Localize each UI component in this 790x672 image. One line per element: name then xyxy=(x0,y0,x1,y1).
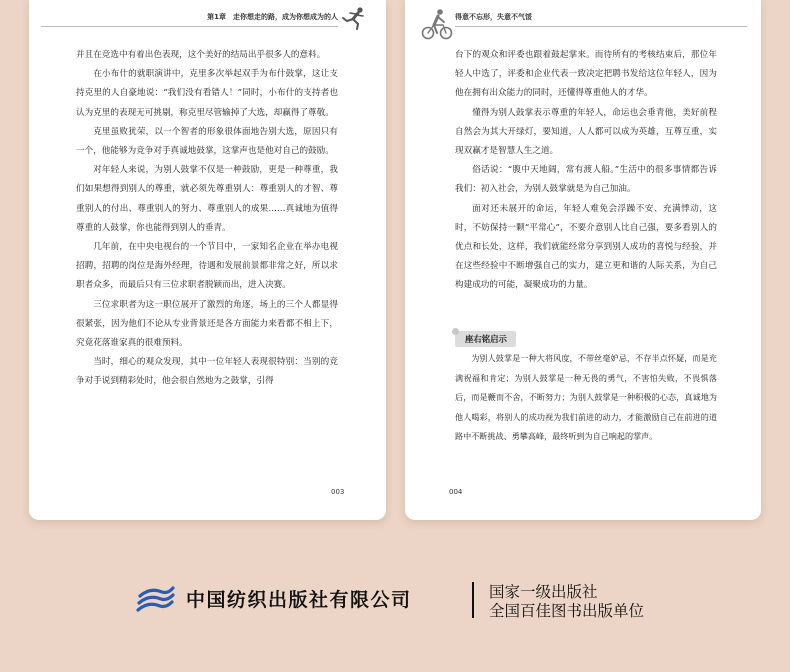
runner-icon xyxy=(340,6,368,30)
paragraph: 当时，细心的观众发现，其中一位年轻人表现很特别：当别的竞争对手说到精彩处时，他会很自然地为之鼓掌，引得 xyxy=(76,357,338,387)
right-book-page xyxy=(405,0,761,520)
right-page-number: 004 xyxy=(449,488,463,496)
publisher-tagline: 国家一级出版社 xyxy=(489,583,598,601)
paragraph: 懂得为别人鼓掌表示尊重的年轻人，命运也会垂青他，美好前程自然会为其大开绿灯，要知道，人人都可以成为英雄，互尊互重，实现双赢才是智慧人生之道。 xyxy=(455,107,717,157)
footer-divider xyxy=(472,582,474,618)
right-body-text xyxy=(455,46,717,296)
paragraph: 并且在竞选中有着出色表现，这个美好的结局出乎很多人的意料。 xyxy=(76,50,326,60)
right-running-head: 得意不忘形，失意不气馁 xyxy=(455,13,532,21)
right-header-rule xyxy=(455,26,747,27)
left-header-rule xyxy=(41,26,338,27)
left-body-text xyxy=(76,46,338,392)
paragraph: 在小布什的就职演讲中，克里多次举起双手为布什鼓掌，这让支持克里的人自豪地说：“我们没有看错人！”同时，小布什的支持者也认为克里的表现无可挑剔，称克里尽管输掉了大选，却赢得了尊敬。 xyxy=(76,69,338,118)
paragraph: 俗话说：“腹中天地阔，常有渡人船。”生活中的很多事情都告诉我们：初入社会，为别人鼓掌就是为自己加油。 xyxy=(455,165,717,195)
left-running-head: 第1章 走你想走的路，成为你想成为的人 xyxy=(207,13,338,21)
publisher-tagline: 全国百佳图书出版单位 xyxy=(489,602,645,620)
paragraph: 三位求职者为这一职位展开了激烈的角逐，场上的三个人都显得很紧张，因为他们不论从专业背景还是各方面能力来看都不相上下，究竟花落谁家真的很难预料。 xyxy=(76,299,338,349)
motto-tag: 座右铭启示 xyxy=(455,331,516,347)
paragraph: 面对还未展开的命运，年轻人难免会浮躁不安、充满悸动，这时，不妨保持一颗“平常心”，不要介意别人比自己强，要多看别人的优点和长处，这样，我们就能经常分享到别人成功的喜悦与经验，并在这些经验中不断增强自己的实力，建立更和谐的人际关系，为自己构建成功的可能，凝聚成功的力量。 xyxy=(455,203,717,291)
cyclist-icon xyxy=(421,5,453,41)
publisher-logo-icon xyxy=(136,584,176,614)
paragraph: 几年前，在中央电视台的一个节目中，一家知名企业在举办电视招聘，招聘的岗位是海外经理，待遇和发展前景都非常之好，所以求职者众多，而最后只有三位求职者脱颖而出，进入决赛。 xyxy=(76,242,338,291)
paragraph: 克里虽败犹荣，以一个智者的形象很体面地告别大选，原因只有一个，他能够为竞争对手真诚地鼓掌，这掌声也是他对自己的鼓励。 xyxy=(76,126,338,157)
publisher-name: 中国纺织出版社有限公司 xyxy=(186,589,412,611)
publisher-footer xyxy=(0,580,790,620)
paragraph: 对年轻人来说，为别人鼓掌不仅是一种鼓励，更是一种尊重，我们如果想得到别人的尊重，就必须先尊重别人：尊重别人的才智、尊重别人的付出、尊重别人的努力、尊重别人的成果……真诚地为值得尊重的人鼓掌，你也能得到别人的垂青。 xyxy=(76,165,338,233)
left-book-page xyxy=(29,0,386,520)
paragraph: 台下的观众和评委也跟着鼓起掌来。而待所有的考核结束后，那位年轻人中选了，评委和企业代表一致决定把聘书发给这位年轻人，因为他在拥有出众能力的同时，还懂得尊重他人的才华。 xyxy=(455,50,717,99)
motto-text: 为别人鼓掌是一种大将风度，不带丝毫妒忌，不存半点怀疑，而是充满祝福和肯定；为别人鼓掌是一种无畏的勇气，不害怕失败，不畏惧落后，而是鞭而不舍，不断努力；为别人鼓掌是一种积极的心态，真诚地为他人喝彩，将别人的成功视为我们前进的动力，才能激励自己在前进的道路中不断挑战、勇攀高峰，最终听到为自己响起的掌声。 xyxy=(455,353,717,441)
left-page-number: 003 xyxy=(331,488,345,496)
